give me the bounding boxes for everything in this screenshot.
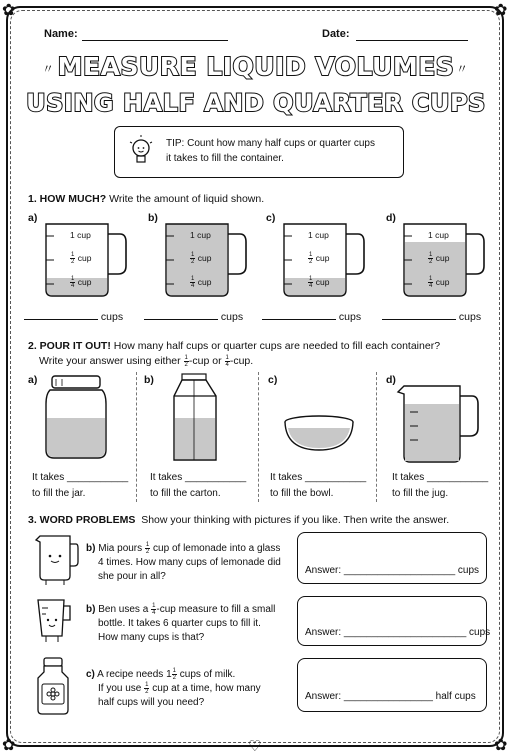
item-letter: c) xyxy=(268,374,278,386)
section3-heading: 3. WORD PROBLEMS Show your thinking with pictures if you like. Then write the answer. xyxy=(28,514,450,526)
answer-line[interactable]: cups xyxy=(262,311,361,323)
jar-image xyxy=(44,374,110,464)
measuring-cup-character-icon xyxy=(34,596,74,646)
answer-box-a[interactable] xyxy=(297,532,487,584)
heart-icon: ♡ xyxy=(248,737,262,755)
item-letter: c) xyxy=(266,212,276,224)
item-letter: b) xyxy=(148,212,158,224)
label-quarter-cup: $\frac{1}{4}$ cup xyxy=(71,276,92,289)
answer-line[interactable]: cups xyxy=(382,311,481,323)
answer-line-b: It takes ___________ to fill the carton. xyxy=(150,472,247,499)
label-half-cup: $\frac{1}{2}$ cup xyxy=(191,252,212,265)
cup-handle xyxy=(228,234,246,274)
label-1-cup: 1 cup xyxy=(428,230,449,240)
bowl-image xyxy=(280,414,358,456)
label-quarter-cup: $\frac{1}{4}$ cup xyxy=(309,276,330,289)
item-letter: d) xyxy=(386,374,396,386)
title-line-2: USING HALF AND QUARTER CUPS xyxy=(26,89,486,117)
cup-handle xyxy=(108,234,126,274)
label-1-cup: 1 cup xyxy=(308,230,329,240)
item-letter: b) xyxy=(144,374,154,386)
divider xyxy=(136,372,137,502)
divider xyxy=(376,372,377,502)
answer-a: Answer: ____________________ cups xyxy=(305,565,480,576)
item-letter: a) xyxy=(28,212,38,224)
label-half-cup: $\frac{1}{2}$ cup xyxy=(429,252,450,265)
name-label: Name: xyxy=(44,28,78,40)
label-half-cup: $\frac{1}{2}$ cup xyxy=(309,252,330,265)
sparkle-icon: 〃 xyxy=(42,62,55,76)
answer-c: Answer: ________________ half cups xyxy=(305,691,476,702)
answer-line[interactable]: cups xyxy=(24,311,123,323)
item-letter: d) xyxy=(386,212,396,224)
pitcher-character-icon xyxy=(34,530,80,586)
answer-line-d: It takes ___________ to fill the jug. xyxy=(392,472,489,499)
label-quarter-cup: $\frac{1}{4}$ cup xyxy=(191,276,212,289)
title-line-1: MEASURE LIQUID VOLUMES xyxy=(57,52,455,81)
word-problem-b: b) Ben uses a $\frac{1}{4}$ -cup measure to fill a small bottle. It takes 6 quarter cups to fill it. How many cups is that? xyxy=(86,603,276,644)
answer-line-a: It takes ___________ to fill the jar. xyxy=(32,472,129,499)
corner-star-icon: ✿ xyxy=(494,0,508,19)
corner-star-icon: ✿ xyxy=(2,735,16,754)
sparkle-icon: 〃 xyxy=(456,62,469,76)
lightbulb-icon xyxy=(128,134,158,170)
answer-b: Answer: ______________________ cups xyxy=(305,627,491,638)
label-half-cup: $\frac{1}{2}$ cup xyxy=(71,252,92,265)
answer-line[interactable]: cups xyxy=(144,311,243,323)
divider xyxy=(258,372,259,502)
answer-box-c[interactable] xyxy=(297,658,487,712)
milk-bottle-icon xyxy=(34,656,74,716)
item-letter: a) xyxy=(28,374,38,386)
section2-heading: 2. POUR IT OUT! How many half cups or quarter cups are needed to fill each container? Write your answer using either $\frac{1}{2}$ -cup or $\frac{1}{4}$ -cup. xyxy=(28,340,441,368)
cup-handle xyxy=(466,234,484,274)
label-1-cup: 1 cup xyxy=(190,230,211,240)
name-field[interactable] xyxy=(82,40,228,41)
label-quarter-cup: $\frac{1}{4}$ cup xyxy=(429,276,450,289)
cup-handle xyxy=(346,234,364,274)
word-problem-c: c) A recipe needs 1 $\frac{1}{2}$ cups of milk. If you use $\frac{1}{2}$ cup at a time, how many half cups will you need? xyxy=(86,668,261,709)
label-1-cup: 1 cup xyxy=(70,230,91,240)
date-field[interactable] xyxy=(356,40,468,41)
section1-heading: 1. HOW MUCH? Write the amount of liquid shown. xyxy=(28,193,265,205)
answer-line-c: It takes ___________ to fill the bowl. xyxy=(270,472,367,499)
word-problem-a: b) Mia pours $\frac{1}{2}$ cup of lemonade into a glass 4 times. How many cups of lemonade did she pour in all? xyxy=(86,542,281,583)
date-label: Date: xyxy=(322,28,350,40)
answer-box-b[interactable] xyxy=(297,596,487,646)
tip-text: TIP: Count how many half cups or quarter cups it takes to fill the container. xyxy=(166,138,375,164)
corner-star-icon: ✿ xyxy=(494,735,508,754)
corner-star-icon: ✿ xyxy=(2,0,16,19)
jug-image xyxy=(398,378,482,464)
milk-carton-image xyxy=(170,372,220,464)
